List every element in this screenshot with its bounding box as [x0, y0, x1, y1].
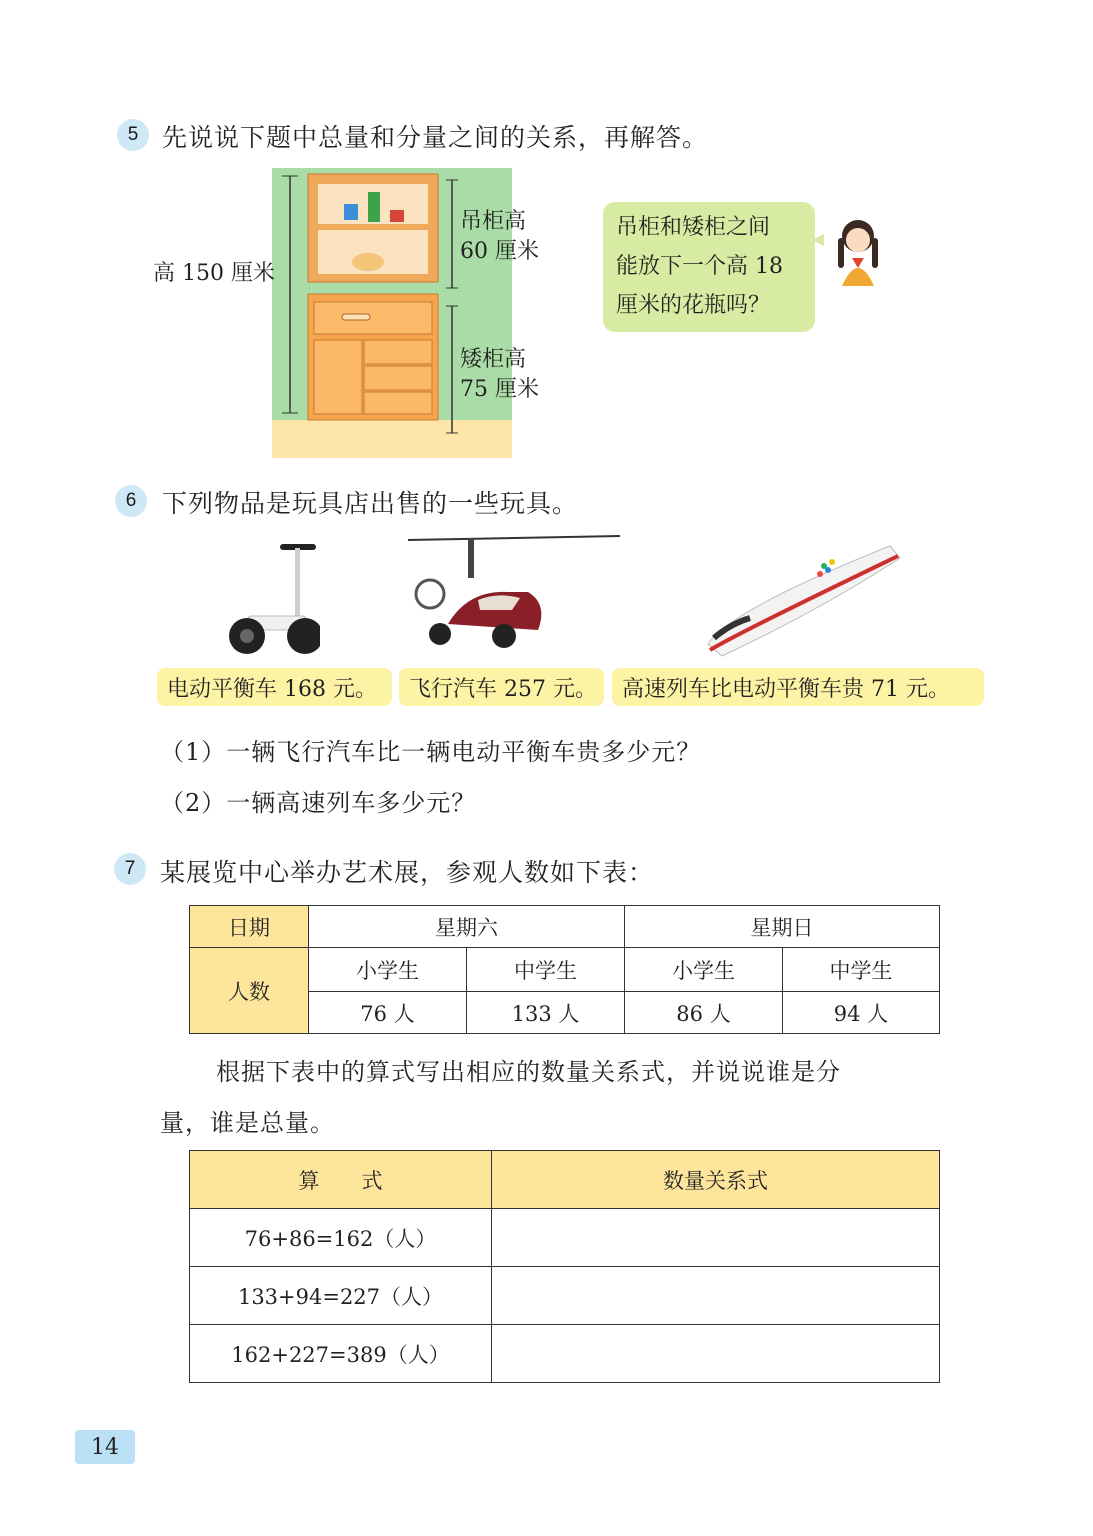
bottom-cabinet-label-2: 75 厘米: [460, 377, 539, 402]
sat-middle-count: 133 人: [467, 992, 625, 1034]
question-7-number: 7: [114, 853, 146, 885]
girl-illustration: [812, 214, 892, 290]
sunday-header: 星期日: [625, 906, 940, 948]
speech-bubble: [603, 202, 815, 332]
sat-primary-count: 76 人: [309, 992, 467, 1034]
instruction-line-2: 量，谁是总量。: [160, 1109, 335, 1137]
question-6-number: 6: [115, 485, 147, 517]
question-5-text: 先说说下题中总量和分量之间的关系，再解答。: [162, 123, 709, 152]
visitor-table: [189, 905, 940, 1034]
sun-middle-header: 中学生: [783, 948, 940, 992]
total-height-label: 高 150 厘米: [153, 261, 275, 286]
question-5-number: 5: [117, 119, 149, 151]
formula-row-2: 133+94=227（人）: [190, 1267, 492, 1325]
top-cabinet-label-2: 60 厘米: [460, 239, 539, 264]
count-header: 人数: [190, 948, 309, 1034]
question-6-text: 下列物品是玩具店出售的一些玩具。: [162, 489, 579, 518]
bottom-cabinet-label-1: 矮柜高: [460, 347, 527, 372]
saturday-header: 星期六: [309, 906, 625, 948]
price-tag-flying-car: 飞行汽车 257 元。: [399, 668, 604, 706]
high-speed-train-image: [700, 540, 905, 660]
flying-car-image: [408, 534, 623, 654]
bubble-line-2: 能放下一个高 18: [616, 254, 783, 279]
relation-header: 数量关系式: [492, 1151, 940, 1209]
sun-primary-header: 小学生: [625, 948, 783, 992]
question-6-sub-2: （2）一辆高速列车多少元？: [160, 789, 477, 817]
sat-middle-header: 中学生: [467, 948, 625, 992]
question-7-text: 某展览中心举办艺术展，参观人数如下表：: [160, 858, 655, 887]
price-tag-scooter: 电动平衡车 168 元。: [157, 668, 392, 706]
relation-answer-1[interactable]: [492, 1209, 940, 1267]
instruction-line-1: 根据下表中的算式写出相应的数量关系式，并说说谁是分: [216, 1058, 841, 1086]
question-6-sub-1: （1）一辆飞行汽车比一辆电动平衡车贵多少元？: [160, 738, 702, 766]
top-cabinet-label-1: 吊柜高: [460, 209, 527, 234]
bubble-line-1: 吊柜和矮柜之间: [616, 215, 771, 240]
formula-row-1: 76+86=162（人）: [190, 1209, 492, 1267]
page-number: 14: [75, 1430, 135, 1464]
formula-header: 算 式: [190, 1151, 492, 1209]
relation-answer-2[interactable]: [492, 1267, 940, 1325]
formula-table: [189, 1150, 940, 1383]
sun-primary-count: 86 人: [625, 992, 783, 1034]
formula-row-3: 162+227=389（人）: [190, 1325, 492, 1383]
sat-primary-header: 小学生: [309, 948, 467, 992]
sun-middle-count: 94 人: [783, 992, 940, 1034]
date-header: 日期: [190, 906, 309, 948]
relation-answer-3[interactable]: [492, 1325, 940, 1383]
balance-scooter-image: [225, 538, 320, 660]
price-tag-train: 高速列车比电动平衡车贵 71 元。: [612, 668, 984, 706]
bubble-line-3: 厘米的花瓶吗？: [616, 293, 771, 318]
